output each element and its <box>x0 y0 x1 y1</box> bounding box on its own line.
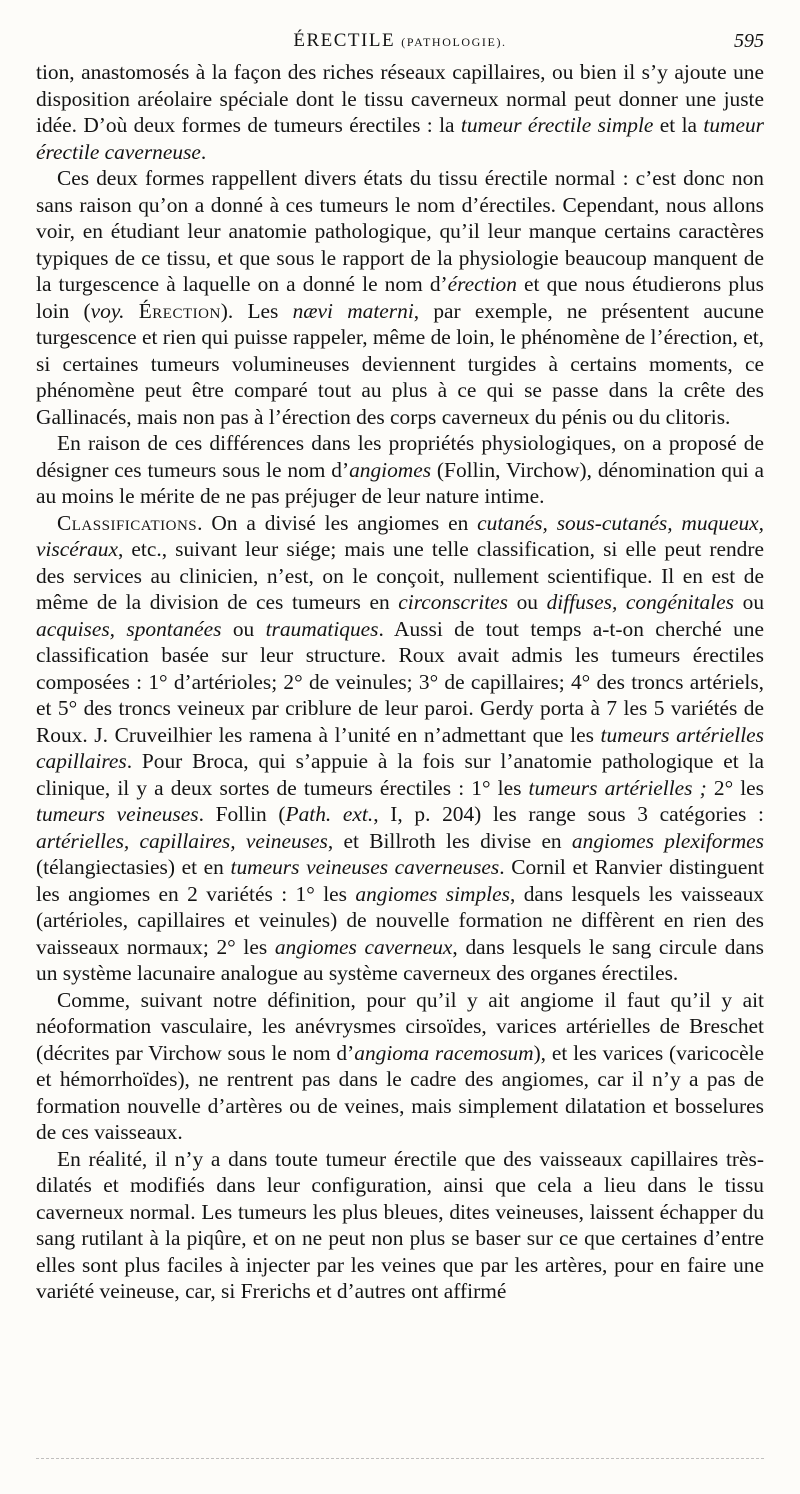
text-run: Comme, suivant notre définition, pour qu’il y ait angiome il faut qu’il y ait néoformation vasculaire, les anévrysmes cirsoïdes, varices artérielles de Breschet (décrites par Virchow sous le nom d’ <box>36 987 764 1065</box>
bottom-rule <box>36 1458 764 1459</box>
page-number: 595 <box>734 30 764 52</box>
text-run: 2° les <box>706 775 764 800</box>
italic-run: Path. ext. <box>285 802 374 826</box>
text-run: En raison de ces différences dans les propriétés physiologiques, on a proposé de désigner ces tumeurs sous le nom d’ <box>36 431 764 482</box>
text-run: Ces deux formes rappellent divers états du tissu érectile normal : c’est donc non sans raison qu’on a donné à ces tumeurs le nom d’érectiles. Cependant, nous allons voir, en étudiant leur anatomie pathologique, qu’il leur manque certains caractères typiques de ce tissu, et que sous le rapport de la physiologie beaucoup manquent de la turgescence à laquelle on a donné le nom d’ <box>36 166 764 296</box>
smallcaps-run: Érection <box>138 298 221 323</box>
text-run: . Cornil et Ranvier distinguent les angiomes en 2 variétés : 1° les <box>36 855 765 906</box>
text-run: . On a divisé les angiomes en <box>197 510 478 535</box>
italic-run: acquises, spontanées <box>36 616 222 641</box>
italic-run: diffuses, congénitales <box>546 590 735 614</box>
page-header <box>36 30 764 56</box>
italic-run: tumeur érectile caverneuse <box>36 113 765 164</box>
smallcaps-run: Classifications <box>57 510 198 535</box>
text-run: et la <box>653 113 704 137</box>
paragraph <box>36 430 764 510</box>
running-title-main: ÉRECTILE <box>293 30 396 51</box>
paragraph <box>36 987 764 1146</box>
text-run: . Follin ( <box>198 802 286 826</box>
italic-run: tumeur érectile simple <box>460 113 654 137</box>
italic-run: traumatiques <box>265 616 379 641</box>
paragraph <box>36 165 764 430</box>
italic-run: érection <box>447 272 517 296</box>
text-run: ). Les <box>220 298 293 323</box>
italic-run: voy. <box>90 298 125 323</box>
paragraph <box>36 59 764 165</box>
body-text <box>36 59 764 1305</box>
text-run: ), et les varices (varicocèle et hémorrhoïdes), ne rentrent pas dans le cadre des angiomes, car il n’y a pas de formation nouvelle d’artères ou de veines, mais simplement dilatation et bosselures de ces vaisseaux. <box>36 1040 764 1144</box>
text-run: . Pour Broca, qui s’appuie à la fois sur l’anatomie pathologique et la clinique, il y a deux sortes de tumeurs érectiles : 1° les <box>36 749 764 800</box>
text-run: tion, anastomosés à la façon des riches réseaux capillaires, ou bien il s’y ajoute une disposition aréolaire spéciale dont le tissu caverneux normal peut donner une juste idée. D’où deux formes de tumeurs érectiles : la <box>36 60 764 137</box>
text-run: , par exemple, ne présentent aucune turgescence et rien qui puisse rappeler, même de loin, le phénomène de l’érection, et, si certaines tumeurs volumineuses deviennent turgides à certains moments, ce phénomène peut être comparé tout au plus à ce qui se passe dans la crête des Gallinacés, mais non pas à l’érection des corps caverneux du pénis ou du clitoris. <box>36 298 764 429</box>
italic-run: tumeurs veineuses caverneuses <box>230 855 500 879</box>
text-run: , I, p. 204) les range sous 3 catégories : <box>373 802 764 826</box>
text-run: , etc., suivant leur siége; mais une telle classification, si elle peut rendre des services au clinicien, n’est, on le conçoit, nullement scientifique. Il en est de même de la division de ces tumeurs en <box>36 537 764 614</box>
paragraph <box>36 1146 764 1305</box>
text-run: ou <box>734 590 765 614</box>
italic-run: tumeurs veineuses <box>36 802 199 826</box>
italic-run: cutanés, sous-cutanés, muqueux, viscéraux <box>36 510 764 561</box>
italic-run: tumeurs artérielles ; <box>528 775 707 800</box>
text-run: . Aussi de tout temps a-t-on cherché une classification basée sur leur structure. Roux avait admis les tumeurs érectiles composées : 1° d’artérioles; 2° de veinules; 3° de capillaires; 4° des troncs artériels, et 5° des troncs veineux par criblure de leur paroi. Gerdy porta à 7 les 5 variétés de Roux. J. Cruveilhier les ramena à l’unité en n’admettant que les <box>36 616 764 747</box>
italic-run: angiomes caverneux <box>274 934 453 959</box>
italic-run: tumeurs artérielles capillaires <box>36 722 764 773</box>
text-run: ou <box>221 616 266 641</box>
text-run: , et Billroth les divise en <box>327 828 572 853</box>
italic-run: angiomes simples <box>355 881 510 906</box>
text-run: , dans lesquels les vaisseaux (artérioles, capillaires et veinules) de nouvelle formation ne diffèrent en rien des vaisseaux normaux; 2° les <box>36 881 764 959</box>
text-run: (télangiectasies) et en <box>36 855 231 879</box>
text-run: En réalité, il n’y a dans toute tumeur érectile que des vaisseaux capillaires très-dilatés et modifiés dans leur configuration, ainsi que cela a lieu dans le tissu caverneux normal. Les tumeurs les plus bleues, dites veineuses, laissent échapper du sang rutilant à la piqûre, et on ne peut non plus se baser sur ce que certaines d’entre elles sont plus faciles à injecter par les veines que par les artères, pour en faire une variété veineuse, car, si Frerichs et d’autres ont affirmé <box>36 1146 764 1303</box>
text-run: . <box>200 139 207 164</box>
italic-run: artérielles, capillaires, veineuses <box>36 828 328 853</box>
text-run: , dans lesquels le sang circule dans un système lacunaire analogue au système caverneux des organes érectiles. <box>36 934 764 985</box>
running-title-subtitle: (PATHOLOGIE). <box>401 35 507 49</box>
text-run <box>124 299 138 323</box>
italic-run: angiomes plexiformes <box>571 828 764 853</box>
italic-run: angiomes <box>349 457 432 482</box>
text-run: ou <box>507 590 547 614</box>
running-title <box>36 30 764 52</box>
italic-run: circonscrites <box>398 590 508 614</box>
italic-run: nævi materni <box>292 298 414 323</box>
paragraph <box>36 510 764 987</box>
text-run: et que nous étudierons plus loin ( <box>36 272 764 323</box>
text-run: (Follin, Virchow), dénomination qui a au moins le mérite de ne pas préjuger de leur nature intime. <box>36 457 764 508</box>
italic-run: angioma racemosum <box>354 1040 534 1065</box>
